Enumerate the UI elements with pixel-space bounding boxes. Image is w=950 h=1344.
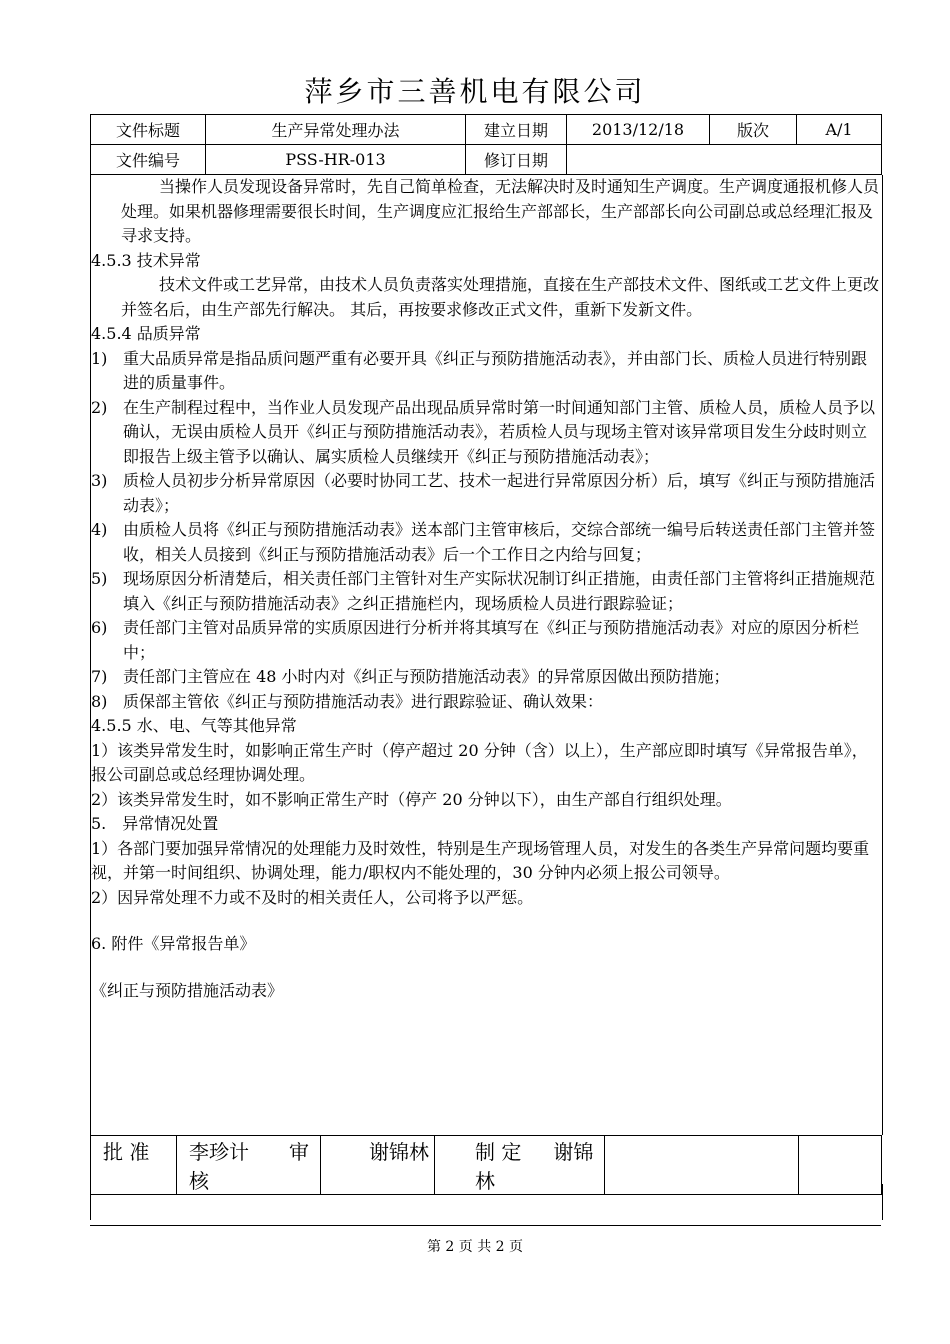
created-date-label: 建立日期 — [466, 115, 567, 145]
attachment-2: 《纠正与预防措施活动表》 — [91, 980, 284, 1000]
revised-date-label: 修订日期 — [466, 145, 567, 175]
doc-number-label: 文件编号 — [91, 145, 206, 175]
list-item: 4) 由质检人员将《纠正与预防措施活动表》送本部门主管审核后，交综合部统一编号后转送责任部门主管并签收，相关人员接到《纠正与预防措施活动表》后一个工作日之内给与回复； — [91, 520, 876, 564]
document-header-table — [90, 114, 882, 175]
version-label: 版次 — [710, 115, 797, 145]
handling-item-1: 1）各部门要加强异常情况的处理能力及时效性，特别是生产现场管理人员，对发生的各类生产异常问题均要重视，并第一时间组织、协调处理，能力/职权内不能处理的，30 分钟内必须上报公司领导。 — [91, 838, 870, 882]
list-item: 6) 责任部门主管对品质异常的实质原因进行分析并将其填写在《纠正与预防措施活动表》对应的原因分析栏中； — [91, 618, 860, 662]
tech-paragraph: 技术文件或工艺异常，由技术人员负责落实处理措施，直接在生产部技术文件、图纸或工艺文件上更改并签名后，由生产部先行解决。 其后，再按要求修改正式文件，重新下发新文件。 — [121, 275, 880, 319]
footer-rule — [90, 1225, 881, 1226]
list-item: 7) 责任部门主管应在 48 小时内对《纠正与预防措施活动表》的异常原因做出预防措施； — [91, 667, 730, 686]
title-value: 生产异常处理办法 — [206, 115, 466, 145]
other-exception-item-1: 1）该类异常发生时，如影响正常生产时（停产超过 20 分钟（含）以上），生产部应即时填写《异常报告单》，报公司副总或总经理协调处理。 — [91, 740, 868, 784]
company-name: 萍乡市三善机电有限公司 — [304, 75, 646, 108]
signature-row-lower — [90, 1184, 883, 1220]
make-label: 制 定 谢锦林 — [435, 1136, 605, 1195]
section-5-heading: 5. 异常情况处置 — [91, 814, 219, 833]
section-4-5-4-heading: 4.5.4 品质异常 — [91, 324, 201, 343]
list-item: 2) 在生产制程过程中，当作业人员发现产品出现品质异常时第一时间通知部门主管、质检人员，质检人员予以确认，无误由质检人员开《纠正与预防措施活动表》，若质检人员与现场主管对该异常项目发生分歧时则立即报告上级主管予以确认、属实质检人员继续开《纠正与预防措施活动表》； — [91, 397, 876, 466]
doc-number-value: PSS-HR-013 — [206, 145, 466, 175]
title-label: 文件标题 — [91, 115, 206, 145]
approve-label: 批 准 — [91, 1136, 177, 1195]
list-item: 3) 质检人员初步分析异常原因（必要时协同工艺、技术一起进行异常原因分析）后，填写《纠正与预防措施活动表》； — [91, 471, 876, 515]
other-exception-item-2: 2）该类异常发生时，如不影响正常生产时（停产 20 分钟以下），由生产部自行组织处理。 — [91, 789, 732, 809]
revised-date-value — [567, 145, 882, 175]
equipment-paragraph: 当操作人员发现设备异常时，先自己简单检查，无法解决时及时通知生产调度。生产调度通报机修人员处理。如果机器修理需要很长时间，生产调度应汇报给生产部部长，生产部部长向公司副总或总经理汇报及寻求支持。 — [121, 177, 880, 245]
list-item: 5) 现场原因分析清楚后，相关责任部门主管针对生产实际状况制订纠正措施，由责任部门主管将纠正措施规范填入《纠正与预防措施活动表》之纠正措施栏内，现场质检人员进行跟踪验证； — [91, 569, 876, 613]
make-name: 谢锦林 — [475, 1140, 594, 1193]
section-4-5-3-heading: 4.5.3 技术异常 — [91, 250, 201, 270]
handling-item-2: 2）因异常处理不力或不及时的相关责任人，公司将予以严惩。 — [91, 887, 534, 907]
section-6-attachment: 6. 附件《异常报告单》 — [91, 934, 256, 953]
page-footer: 第 2 页 共 2 页 — [426, 1239, 524, 1255]
created-date-value: 2013/12/18 — [567, 115, 710, 145]
document-body — [90, 175, 883, 1135]
section-4-5-5-heading: 4.5.5 水、电、气等其他异常 — [91, 716, 297, 735]
review-name: 谢锦林 — [321, 1136, 435, 1195]
list-item: 1) 重大品质异常是指品质问题严重有必要开具《纠正与预防措施活动表》，并由部门长、质检人员进行特别跟进的质量事件。 — [91, 348, 868, 392]
list-item: 8) 质保部主管依《纠正与预防措施活动表》进行跟踪验证、确认效果： — [91, 691, 604, 711]
version-value: A/1 — [797, 115, 882, 145]
review-label: 审 核 — [189, 1140, 309, 1193]
approve-name: 李珍计 审 核 — [177, 1136, 321, 1195]
